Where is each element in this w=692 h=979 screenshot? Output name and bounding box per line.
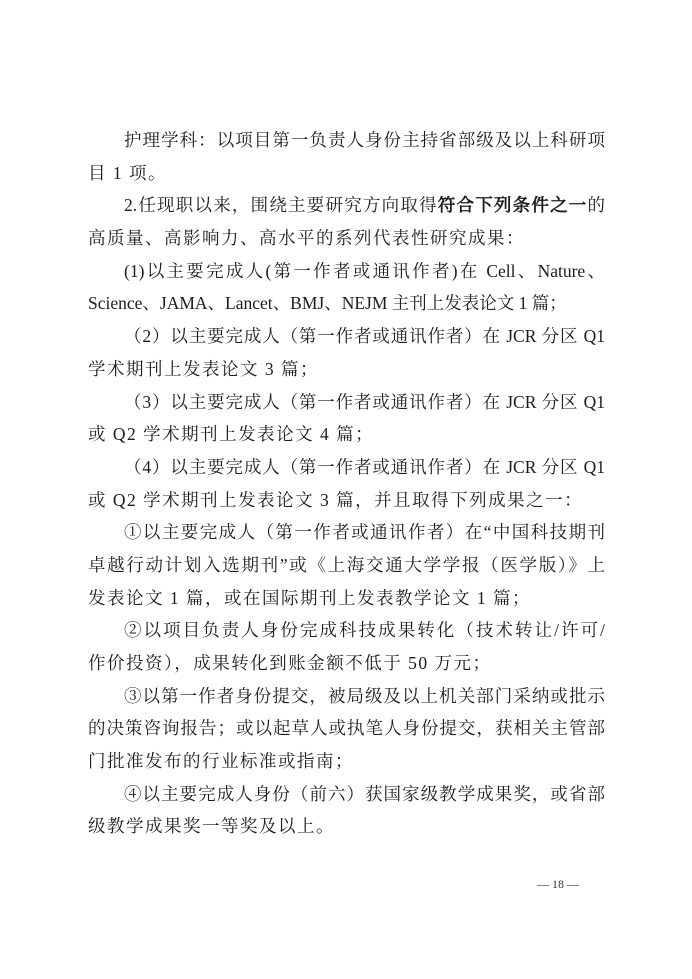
line-text: 门批准发布的行业标准或指南； bbox=[88, 751, 354, 772]
line-text: 级教学成果奖一等奖及以上。 bbox=[88, 816, 335, 837]
text-line bbox=[88, 320, 605, 353]
text-line bbox=[88, 516, 605, 549]
line-text: 护理学科：以项目第一负责人身份主持省部级及以上科研项 bbox=[124, 130, 605, 150]
line-text: 或 Q2 学术期刊上发表论文 4 篇； bbox=[88, 424, 375, 445]
line-text: 2.任现职以来，围绕主要研究方向取得 bbox=[124, 195, 438, 216]
text-line bbox=[88, 484, 605, 517]
line-text: 作价投资），成果转化到账金额不低于 50 万元； bbox=[88, 653, 492, 673]
paragraph-item-1 bbox=[88, 255, 605, 320]
text-line bbox=[88, 451, 605, 484]
line-text: ④以主要完成人身份（前六）获国家级教学成果奖，或省部 bbox=[124, 783, 605, 804]
line-text: （3）以主要完成人（第一作者或通讯作者）在 JCR 分区 Q1 bbox=[124, 391, 605, 412]
text-line bbox=[88, 124, 605, 157]
text-line bbox=[88, 287, 605, 320]
line-text: ③以第一作者身份提交，被局级及以上机关部门采纳或批示 bbox=[124, 685, 605, 706]
paragraph-item-2 bbox=[88, 320, 605, 385]
text-line bbox=[88, 549, 605, 582]
text-line bbox=[88, 778, 605, 811]
line-text: ①以主要完成人（第一作者或通讯作者）在“中国科技期刊 bbox=[124, 522, 605, 543]
text-line bbox=[88, 189, 605, 222]
text-line bbox=[88, 745, 605, 778]
text-line bbox=[88, 712, 605, 745]
text-line bbox=[88, 680, 605, 713]
line-text: ②以项目负责人身份完成科技成果转化（技术转让/许可/ bbox=[124, 620, 605, 641]
paragraph-item-3 bbox=[88, 386, 605, 451]
text-line bbox=[88, 255, 605, 288]
paragraph-sub-item-2 bbox=[88, 614, 605, 679]
paragraph-item-4 bbox=[88, 451, 605, 516]
paragraph-sub-item-3 bbox=[88, 680, 605, 778]
line-text: Science、JAMA、Lancet、BMJ、NEJM 主刊上发表论文 1 篇； bbox=[88, 293, 567, 314]
line-text: 的决策咨询报告；或以起草人或执笔人身份提交，获相关主管部 bbox=[88, 718, 605, 739]
line-text: 卓越行动计划入选期刊”或《上海交通大学学报（医学版）》上 bbox=[88, 554, 605, 575]
line-text: 或 Q2 学术期刊上发表论文 3 篇，并且取得下列成果之一： bbox=[88, 489, 584, 510]
document-body bbox=[88, 124, 605, 843]
text-line bbox=[88, 353, 605, 386]
text-line bbox=[88, 386, 605, 419]
line-text: 目 1 项。 bbox=[88, 162, 167, 183]
text-line bbox=[88, 157, 605, 190]
line-text: 高质量、高影响力、高水平的系列代表性研究成果： bbox=[88, 228, 525, 249]
emphasis-text: 符合下列条件之一 bbox=[437, 195, 588, 216]
paragraph-sub-item-4 bbox=[88, 778, 605, 843]
text-line bbox=[88, 418, 605, 451]
line-text: 发表论文 1 篇，或在国际期刊上发表教学论文 1 篇； bbox=[88, 587, 531, 608]
text-line bbox=[88, 222, 605, 255]
paragraph-nursing bbox=[88, 124, 605, 189]
text-line bbox=[88, 810, 605, 843]
text-line bbox=[88, 614, 605, 647]
page-number: — 18 — bbox=[537, 877, 579, 891]
text-line bbox=[88, 647, 605, 680]
line-text: （4）以主要完成人（第一作者或通讯作者）在 JCR 分区 Q1 bbox=[124, 456, 605, 477]
paragraph-criteria-intro bbox=[88, 189, 605, 254]
line-text: 学术期刊上发表论文 3 篇； bbox=[88, 358, 319, 379]
line-text: (1)以主要完成人(第一作者或通讯作者)在 Cell、Nature、 bbox=[124, 260, 605, 281]
line-text: （2）以主要完成人（第一作者或通讯作者）在 JCR 分区 Q1 bbox=[124, 326, 605, 347]
paragraph-sub-item-1 bbox=[88, 516, 605, 614]
text-line bbox=[88, 582, 605, 615]
line-text: 的 bbox=[587, 195, 605, 216]
